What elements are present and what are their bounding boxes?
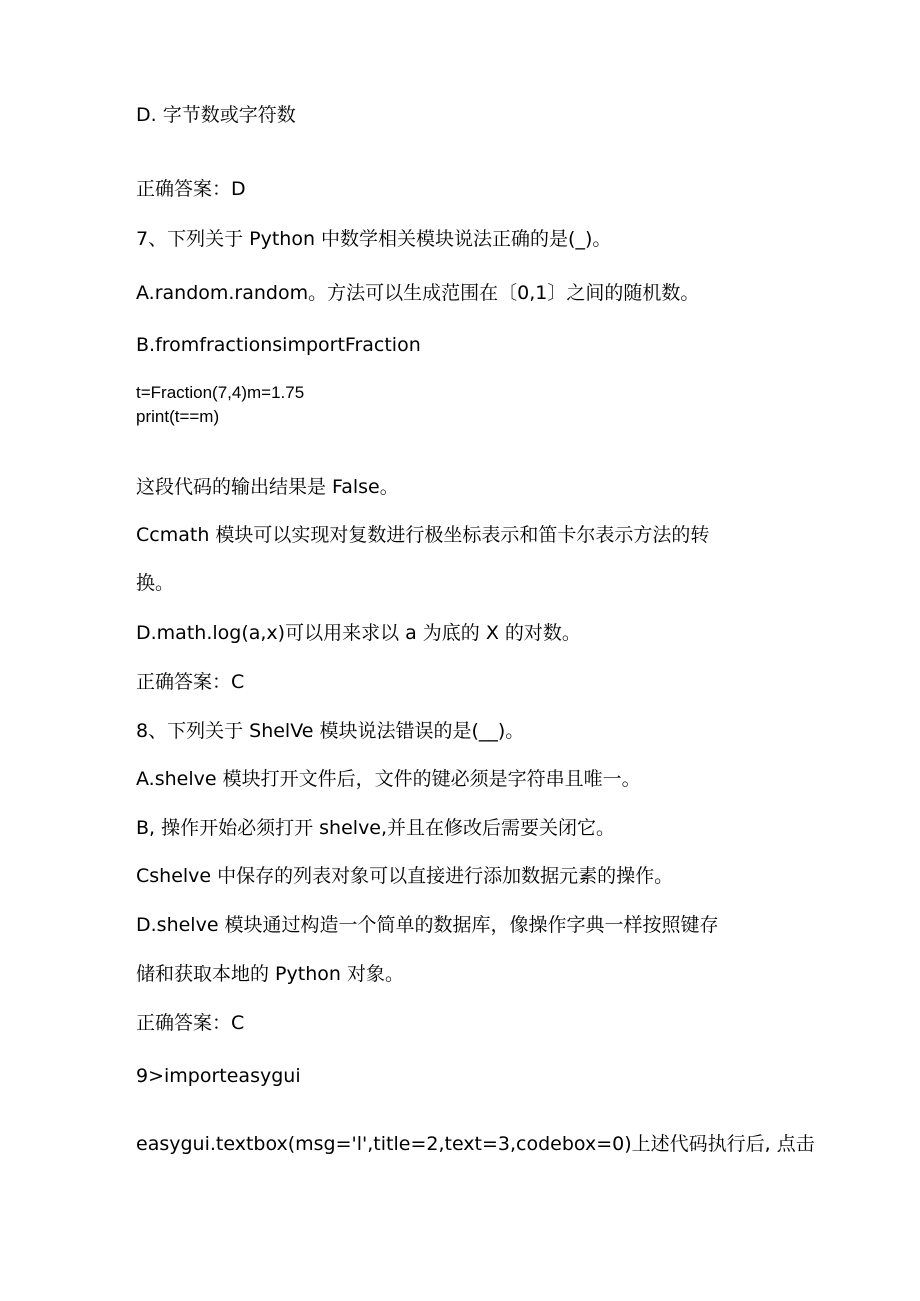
q9-question: easygui.textbox(msg='l',title=2,text=3,codebox=0)上述代码执行后, 点击	[136, 1133, 815, 1155]
q7-option-b: B.fromfractionsimportFraction	[136, 334, 421, 356]
q7-option-d: D.math.log(a,x)可以用来求以 a 为底的 X 的对数。	[136, 622, 581, 644]
q7-option-c-line-2: 换。	[136, 572, 175, 594]
q7-answer: 正确答案：C	[136, 671, 245, 693]
q7-question: 7、下列关于 Python 中数学相关模块说法正确的是(_)。	[136, 228, 612, 250]
q8-answer: 正确答案：C	[136, 1012, 245, 1034]
q7-option-a: A.random.random。方法可以生成范围在〔0,1〕之间的随机数。	[136, 282, 700, 304]
q8-option-b: B, 操作开始必须打开 shelve,并且在修改后需要关闭它。	[136, 817, 616, 839]
q9-code-line-1: 9>importeasygui	[136, 1065, 301, 1087]
q7-code-line-2: print(t==m)	[136, 407, 220, 426]
q7-option-c-line-1: Ccmath 模块可以实现对复数进行极坐标表示和笛卡尔表示方法的转	[136, 524, 710, 546]
q6-answer: 正确答案：D	[136, 178, 246, 200]
q7-code-line-1: t=Fraction(7,4)m=1.75	[136, 383, 305, 402]
q6-option-d: D. 字节数或字符数	[136, 104, 296, 126]
q8-option-a: A.shelve 模块打开文件后，文件的键必须是字符串且唯一。	[136, 768, 641, 790]
q7-option-b-result: 这段代码的输出结果是 False。	[136, 476, 399, 498]
q8-option-d-line-1: D.shelve 模块通过构造一个简单的数据库，像操作字典一样按照键存	[136, 914, 719, 936]
q8-option-d-line-2: 储和获取本地的 Python 对象。	[136, 963, 404, 985]
q8-option-c: Cshelve 中保存的列表对象可以直接进行添加数据元素的操作。	[136, 865, 674, 887]
q8-question: 8、下列关于 ShelVe 模块说法错误的是(__)。	[136, 720, 525, 742]
